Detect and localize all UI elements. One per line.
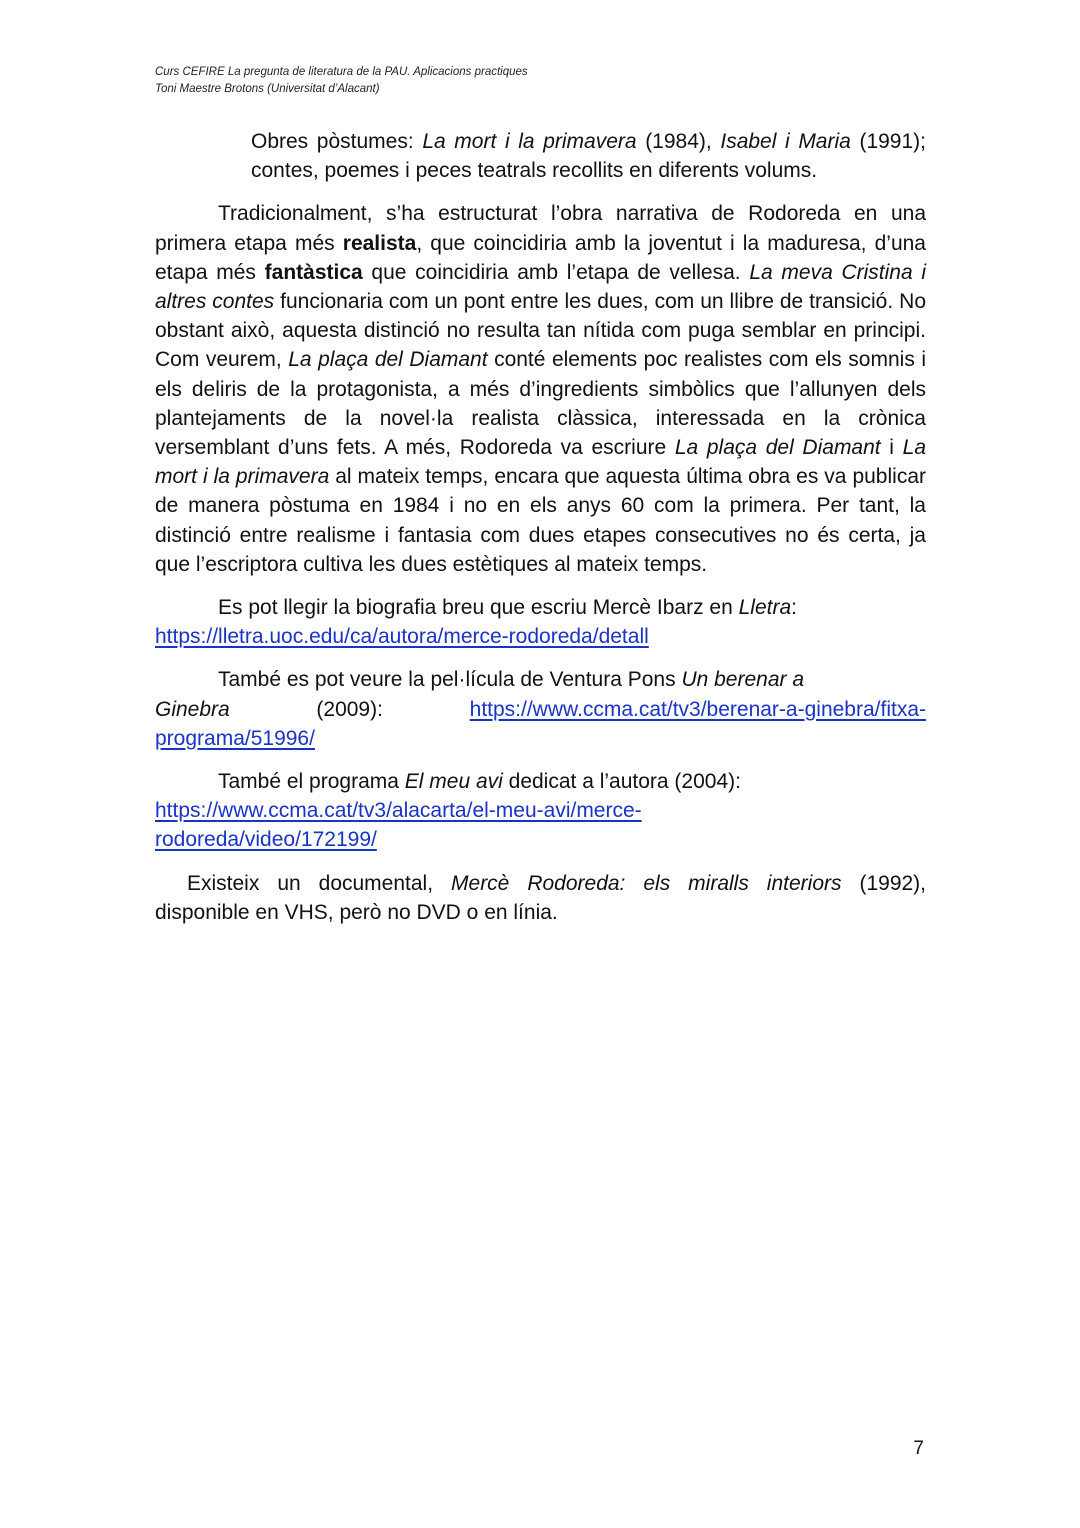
biography-link[interactable]: https://lletra.uoc.edu/ca/autora/merce-rodoreda/detall <box>155 625 649 649</box>
text-span: conté elements poc realistes com els somnis i els deliris de la protagonista, a més d’ingredients simbòlics que l’allunyen dels plantejaments de la novel·la realista clàssica, interessada en la crònica versemblant d’uns fets. A més, Rodoreda va escriure <box>155 348 926 460</box>
film-link-continuation[interactable]: programa/51996/ <box>155 726 315 750</box>
text-span: dedicat a l’autora (2004): <box>502 770 741 794</box>
program-link-continuation[interactable]: rodoreda/video/172199/ <box>155 828 377 852</box>
film-title-line <box>155 695 926 724</box>
text-span: Existeix un documental, <box>187 871 452 895</box>
work-title: Un berenar a <box>681 668 805 692</box>
film-link[interactable]: https://www.ccma.cat/tv3/berenar-a-ginebra/fitxa- <box>469 697 926 721</box>
text-span: : <box>791 596 797 620</box>
page-header <box>155 64 935 98</box>
posthumous-works-paragraph <box>251 127 926 185</box>
text-span: Tradicionalment, s’ha estructurat l’obra narrativa de Rodoreda en una primera etapa més <box>155 202 926 255</box>
work-title: La plaça del Diamant <box>674 436 881 460</box>
work-title: La mort i la primavera <box>155 436 926 489</box>
biography-paragraph <box>155 593 926 651</box>
text-span: També el programa <box>218 770 405 794</box>
work-title: Isabel i Maria <box>720 130 851 153</box>
program-link-block <box>155 796 926 854</box>
main-paragraph <box>155 199 926 579</box>
text-span: que coincidiria amb l’etapa de vellesa. <box>362 260 750 284</box>
text-span: Obres pòstumes: <box>251 130 423 153</box>
work-title: La mort i la primavera <box>422 130 637 153</box>
documentary-paragraph <box>155 869 926 927</box>
work-title: El meu avi <box>404 770 503 794</box>
work-title: Lletra <box>738 596 792 620</box>
work-title: Ginebra <box>155 697 230 721</box>
program-link[interactable]: https://www.ccma.cat/tv3/alacarta/el-meu-avi/merce- <box>155 799 642 823</box>
text-span: al mateix temps, encara que aquesta última obra es va publicar de manera pòstuma en 1984 i no en els anys 60 com la primera. Per tant, la distinció entre realisme i fantasia com dues etapes consecutives no és certa, ja que l’escriptora cultiva les dues estètiques al mateix temps. <box>155 465 926 576</box>
text-span: (1992), disponible en VHS, però no DVD o en línia. <box>155 871 927 924</box>
text-span: Es pot llegir la biografia breu que escriu Mercè Ibarz en <box>218 596 739 620</box>
text-span: i <box>880 436 903 460</box>
work-title: Mercè Rodoreda: els miralls interiors <box>451 871 842 895</box>
text-span: (1991); contes, poemes i peces teatrals recollits en diferents volums. <box>251 130 926 183</box>
film-paragraph <box>155 665 926 694</box>
text-span: (1984), <box>636 130 721 153</box>
film-link-block <box>155 695 926 753</box>
bold-term: realista <box>342 231 417 255</box>
header-author: Toni Maestre Brotons (Universitat d’Alacant) <box>155 83 380 95</box>
film-year: (2009): <box>316 697 383 721</box>
program-paragraph <box>155 767 926 796</box>
text-span: , que coincidiria amb la joventut i la maduresa, d’una etapa més <box>155 231 926 284</box>
page-number: 7 <box>913 1438 924 1459</box>
work-title: La meva Cristina i altres contes <box>155 260 926 314</box>
header-course-title: Curs CEFIRE La pregunta de literatura de la PAU. Aplicacions practiques <box>155 66 528 78</box>
bold-term: fantàstica <box>264 260 363 284</box>
text-span: funcionaria com un pont entre les dues, com un llibre de transició. No obstant això, aquesta distinció no resulta tan nítida com puga semblar en principi. Com veurem, <box>155 290 926 372</box>
work-title: La plaça del Diamant <box>288 348 488 372</box>
document-body <box>155 127 926 941</box>
text-span: També es pot veure la pel·lícula de Ventura Pons <box>218 668 682 692</box>
